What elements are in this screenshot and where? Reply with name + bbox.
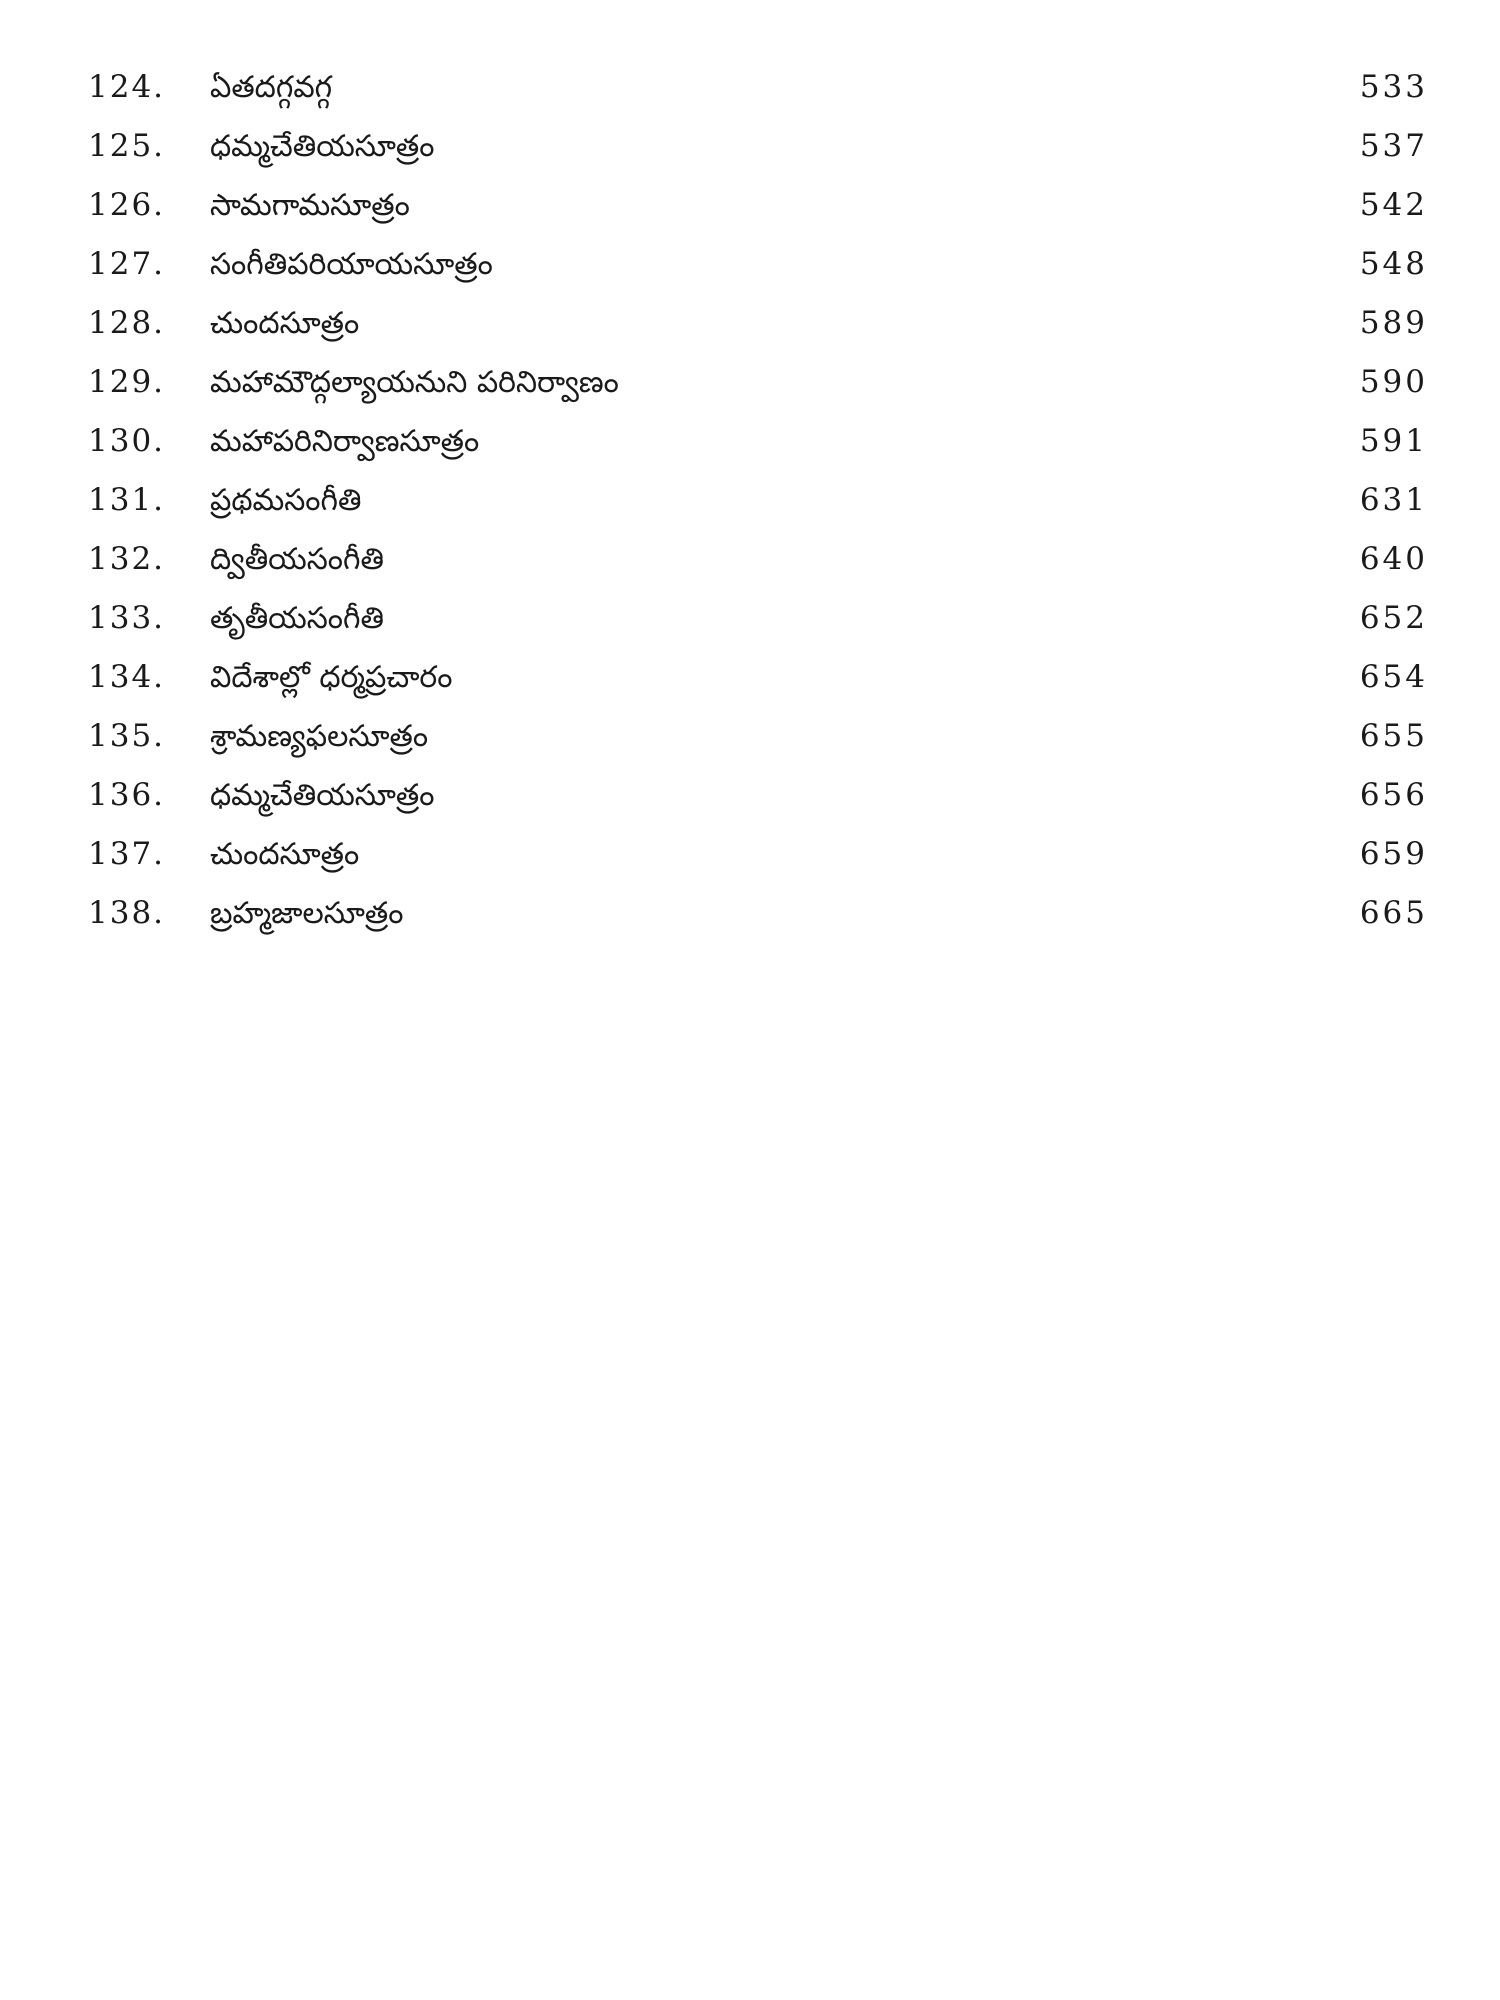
toc-entry-page: 640 <box>1359 541 1428 577</box>
toc-entry-title: సంగీతిపరియాయసూత్రం <box>210 246 493 282</box>
toc-entry-number: 137. <box>88 836 166 872</box>
toc-entry[interactable] <box>88 825 1428 884</box>
toc-entry-page: 652 <box>1359 600 1428 636</box>
toc-entry-number: 130. <box>88 423 166 459</box>
toc-entry-number: 127. <box>88 246 166 282</box>
toc-entry-title: ధమ్మచేతియసూత్రం <box>210 128 435 164</box>
toc-entry-number: 126. <box>88 187 166 223</box>
toc-entry-page: 654 <box>1359 659 1428 695</box>
toc-entry-page: 590 <box>1359 364 1428 400</box>
toc-entry-title: ధమ్మచేతియసూత్రం <box>210 777 435 813</box>
toc-entry[interactable] <box>88 353 1428 412</box>
toc-entry-page: 591 <box>1359 423 1428 459</box>
toc-entry[interactable] <box>88 471 1428 530</box>
toc-entry-title: తృతీయసంగీతి <box>210 600 384 636</box>
toc-entry[interactable] <box>88 235 1428 294</box>
toc-entry-title: ప్రథమసంగీతి <box>210 482 362 518</box>
toc-entry-number: 125. <box>88 128 166 164</box>
toc-entry[interactable] <box>88 884 1428 943</box>
toc-entry-page: 548 <box>1359 246 1428 282</box>
toc-entry[interactable] <box>88 589 1428 648</box>
toc-entry-page: 659 <box>1359 836 1428 872</box>
toc-entry[interactable] <box>88 530 1428 589</box>
toc-entry-page: 533 <box>1359 69 1428 105</box>
toc-entry-number: 138. <box>88 895 166 931</box>
toc-entry-title: ఏతదగ్గవగ్గ <box>210 69 333 105</box>
toc-entry[interactable] <box>88 58 1428 117</box>
toc-entry-title: మహామౌద్గల్యాయనుని పరినిర్వాణం <box>210 364 619 400</box>
toc-entry-number: 132. <box>88 541 166 577</box>
toc-entry-title: సామగామసూత్రం <box>210 187 410 223</box>
toc-entry-number: 124. <box>88 69 166 105</box>
toc-entry-page: 655 <box>1359 718 1428 754</box>
toc-entry-page: 665 <box>1359 895 1428 931</box>
toc-entry-number: 133. <box>88 600 166 636</box>
toc-entry-title: విదేశాల్లో ధర్మప్రచారం <box>210 659 453 695</box>
toc-entry-page: 631 <box>1359 482 1428 518</box>
toc-entry-page: 537 <box>1359 128 1428 164</box>
toc-entry[interactable] <box>88 412 1428 471</box>
toc-entry-number: 128. <box>88 305 166 341</box>
toc-entry-page: 656 <box>1359 777 1428 813</box>
toc-entry-title: చుందసూత్రం <box>210 836 360 872</box>
toc-entry[interactable] <box>88 766 1428 825</box>
toc-entry-number: 134. <box>88 659 166 695</box>
toc-entry-title: ద్వితీయసంగీతి <box>210 541 384 577</box>
toc-entry-number: 129. <box>88 364 166 400</box>
toc-entry-number: 131. <box>88 482 166 518</box>
toc-entry-page: 542 <box>1359 187 1428 223</box>
toc-entry[interactable] <box>88 117 1428 176</box>
toc-entry[interactable] <box>88 294 1428 353</box>
toc-entry[interactable] <box>88 707 1428 766</box>
toc-entry[interactable] <box>88 648 1428 707</box>
table-of-contents <box>88 58 1428 943</box>
toc-entry-title: బ్రహ్మజాలసూత్రం <box>210 895 404 931</box>
toc-entry-title: మహాపరినిర్వాణసూత్రం <box>210 423 480 459</box>
toc-entry-title: చుందసూత్రం <box>210 305 360 341</box>
toc-entry-number: 136. <box>88 777 166 813</box>
toc-entry-number: 135. <box>88 718 166 754</box>
toc-entry-title: శ్రామణ్యఫలసూత్రం <box>210 718 429 754</box>
toc-entry[interactable] <box>88 176 1428 235</box>
toc-entry-page: 589 <box>1359 305 1428 341</box>
